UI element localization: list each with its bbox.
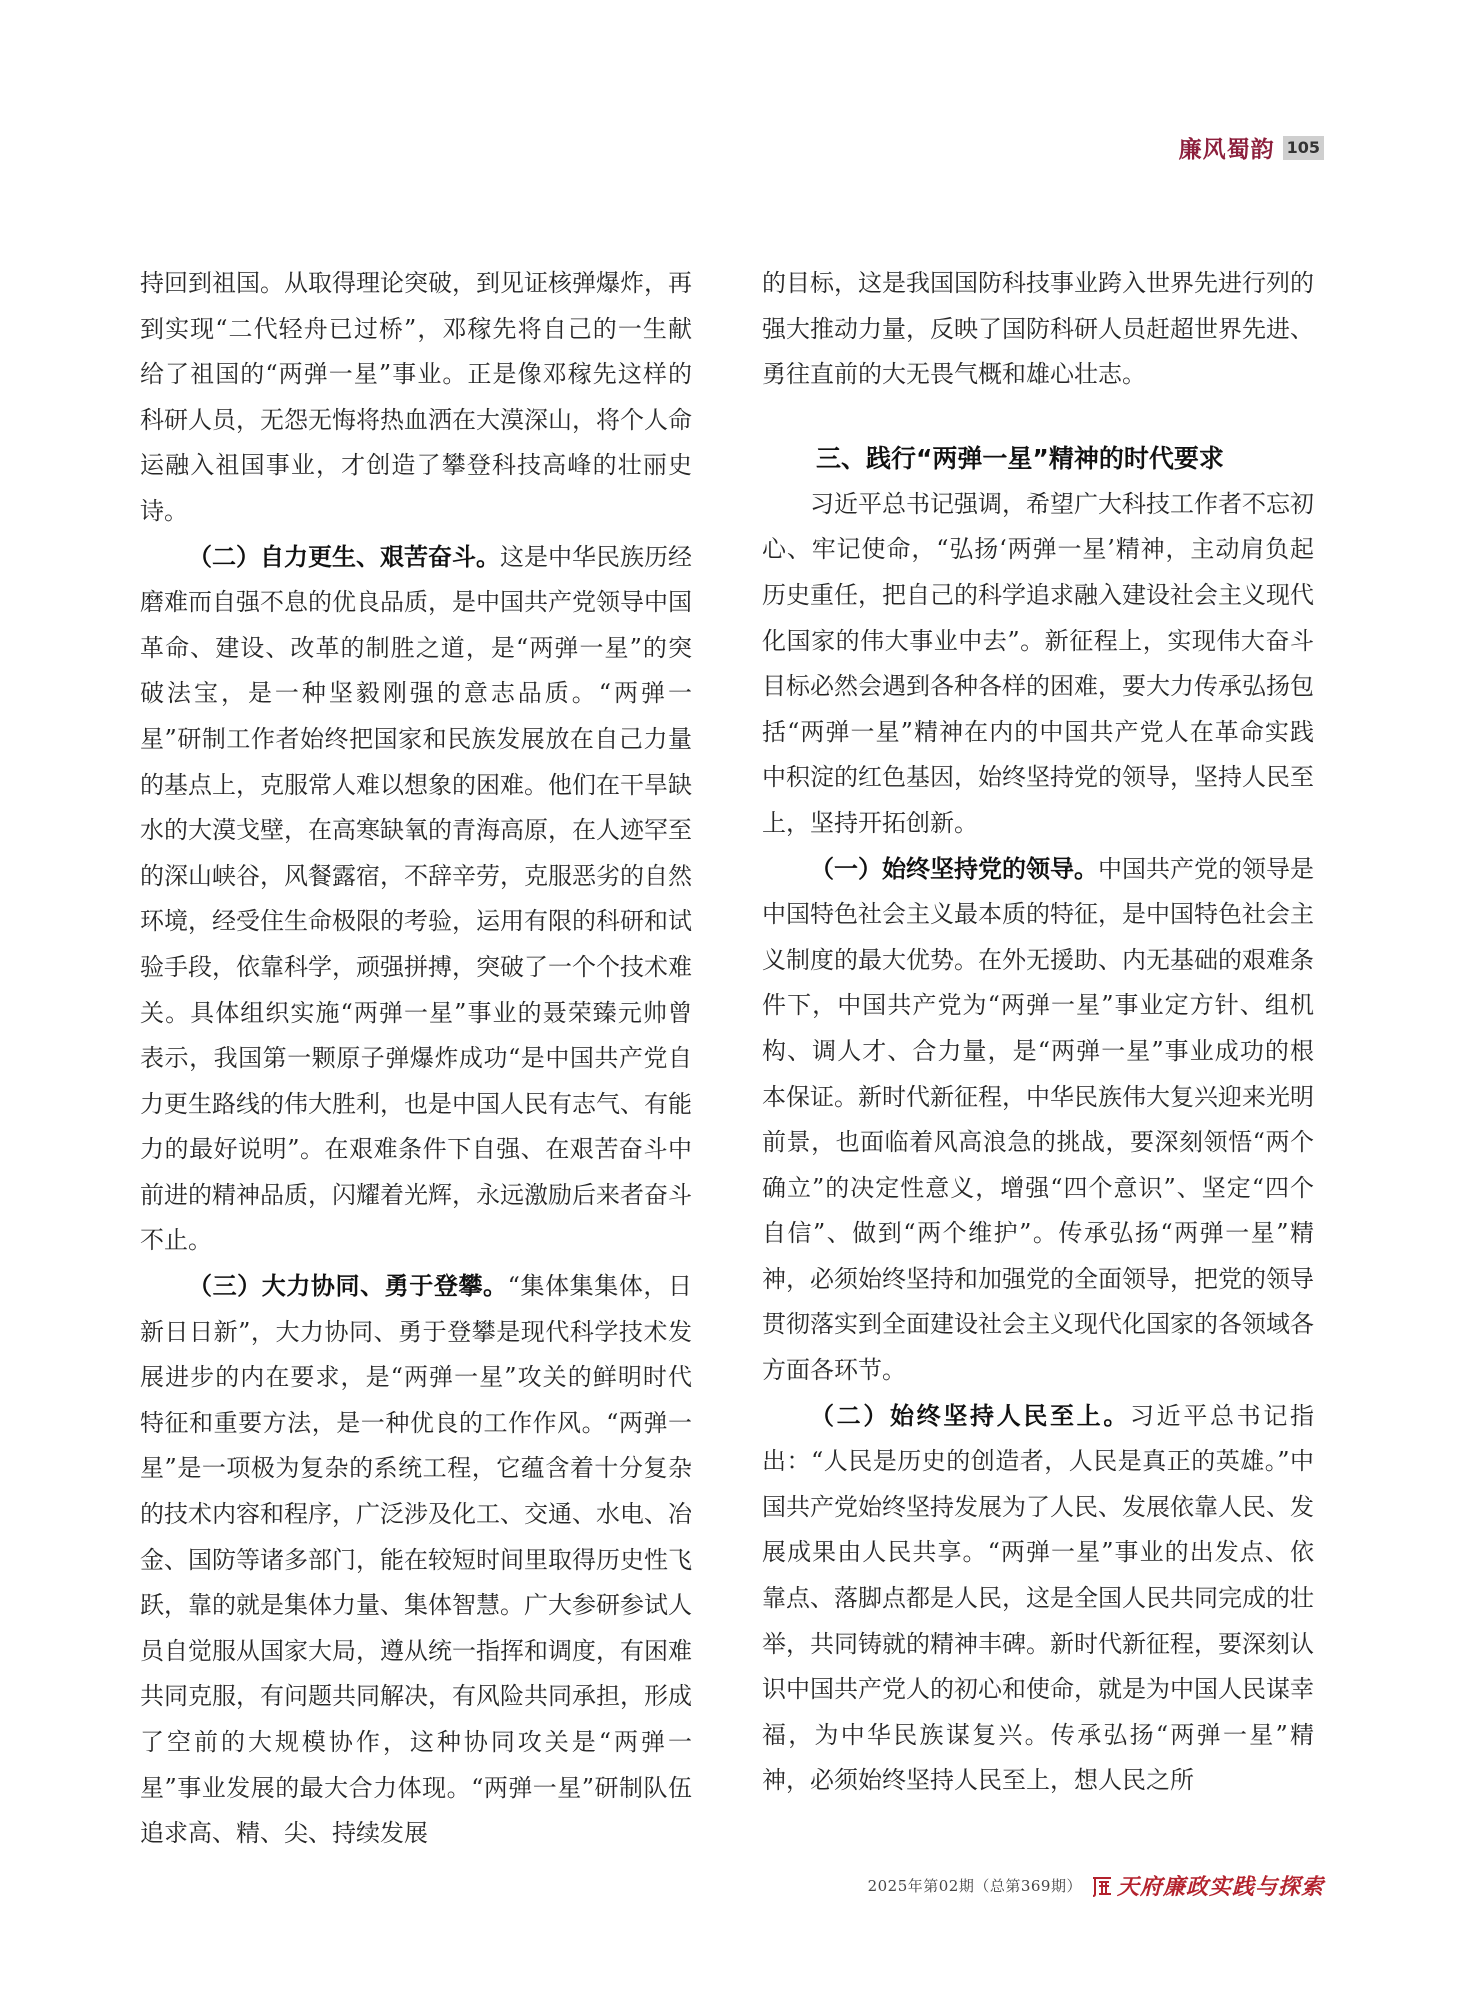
page-header <box>1179 131 1324 164</box>
journal-logo-icon <box>1090 1874 1114 1898</box>
section-title: 廉风蜀韵 <box>1178 137 1275 163</box>
paragraph: 持回到祖国。从取得理论突破，到见证核弹爆炸，再到实现“二代轻舟已过桥”，邓稼先将自己的一生献给了祖国的“两弹一星”事业。正是像邓稼先这样的科研人员，无怨无悔将热血洒在大漠深山，将个人命运融入祖国事业，才创造了攀登科技高峰的壮丽史诗。 <box>140 269 692 525</box>
subheading: （二）自力更生、艰苦奋斗。 <box>188 542 500 571</box>
subheading: （二）始终坚持人民至上。 <box>810 1401 1130 1430</box>
subheading: （一）始终坚持党的领导。 <box>810 854 1098 883</box>
section-heading: 三、践行“两弹一星”精神的时代要求 <box>816 443 1224 473</box>
page-number: 105 <box>1283 136 1324 160</box>
paragraph: 习近平总书记强调，希望广大科技工作者不忘初心、牢记使命，“弘扬‘两弹一星’精神，主动肩负起历史重任，把自己的科学追求融入建设社会主义现代化国家的伟大事业中去”。新征程上，实现伟大奋斗目标必然会遇到各种各样的困难，要大力传承弘扬包括“两弹一星”精神在内的中国共产党人在革命实践中积淀的红色基因，始终坚持党的领导，坚持人民至上，坚持开拓创新。 <box>762 489 1314 837</box>
paragraph-body: 中国共产党的领导是中国特色社会主义最本质的特征，是中国特色社会主义制度的最大优势。在外无援助、内无基础的艰难条件下，中国共产党为“两弹一星”事业定方针、组机构、调人才、合力量，是“两弹一星”事业成功的根本保证。新时代新征程，中华民族伟大复兴迎来光明前景，也面临着风高浪急的挑战，要深刻领悟“两个确立”的决定性意义，增强“四个意识”、坚定“四个自信”、做到“两个维护”。传承弘扬“两弹一星”精神，必须始终坚持和加强党的全面领导，把党的领导贯彻落实到全面建设社会主义现代化国家的各领域各方面各环节。 <box>762 854 1314 1385</box>
left-column <box>140 261 692 1857</box>
paragraph <box>762 1394 1314 1804</box>
paragraph <box>140 1264 692 1857</box>
subheading: （三）大力协同、勇于登攀。 <box>188 1272 508 1301</box>
paragraph-body: 这是中华民族历经磨难而自强不息的优良品质，是中国共产党领导中国革命、建设、改革的制胜之道，是“两弹一星”的突破法宝，是一种坚毅刚强的意志品质。“两弹一星”研制工作者始终把国家和民族发展放在自己力量的基点上，克服常人难以想象的困难。他们在干旱缺水的大漠戈壁，在高寒缺氧的青海高原，在人迹罕至的深山峡谷，风餐露宿，不辞辛劳，克服恶劣的自然环境，经受住生命极限的考验，运用有限的科研和试验手段，依靠科学，顽强拼搏，突破了一个个技术难关。具体组织实施“两弹一星”事业的聂荣臻元帅曾表示，我国第一颗原子弹爆炸成功“是中国共产党自力更生路线的伟大胜利，也是中国人民有志气、有能力的最好说明”。在艰难条件下自强、在艰苦奋斗中前进的精神品质，闪耀着光辉，永远激励后来者奋斗不止。 <box>140 542 692 1255</box>
paragraph-body: 习近平总书记指出：“人民是历史的创造者，人民是真正的英雄。”中国共产党始终坚持发展为了人民、发展依靠人民、发展成果由人民共享。“两弹一星”事业的出发点、依靠点、落脚点都是人民，这是全国人民共同完成的壮举，共同铸就的精神丰碑。新时代新征程，要深刻认识中国共产党人的初心和使命，就是为中国人民谋幸福，为中华民族谋复兴。传承弘扬“两弹一星”精神，必须始终坚持人民至上，想人民之所 <box>762 1401 1314 1795</box>
paragraph-body: “集体集集体，日新日日新”，大力协同、勇于登攀是现代科学技术发展进步的内在要求，是“两弹一星”攻关的鲜明时代特征和重要方法，是一种优良的工作作风。“两弹一星”是一项极为复杂的系统工程，它蕴含着十分复杂的技术内容和程序，广泛涉及化工、交通、水电、冶金、国防等诸多部门，能在较短时间里取得历史性飞跃，靠的就是集体力量、集体智慧。广大参研参试人员自觉服从国家大局，遵从统一指挥和调度，有困难共同克服，有问题共同解决，有风险共同承担，形成了空前的大规模协作，这种协同攻关是“两弹一星”事业发展的最大合力体现。“两弹一星”研制队伍追求高、精、尖、持续发展 <box>140 1272 692 1848</box>
paragraph <box>140 535 692 1265</box>
paragraph <box>762 847 1314 1394</box>
right-column <box>762 261 1314 1804</box>
issue-info: 2025年第02期（总第369期） <box>867 1877 1082 1895</box>
journal-name: 天府廉政实践与探索 <box>1116 1874 1324 1900</box>
paragraph: 的目标，这是我国国防科技事业跨入世界先进行列的强大推动力量，反映了国防科研人员赶超世界先进、勇往直前的大无畏气概和雄心壮志。 <box>762 269 1314 389</box>
page-footer <box>868 1870 1324 1901</box>
